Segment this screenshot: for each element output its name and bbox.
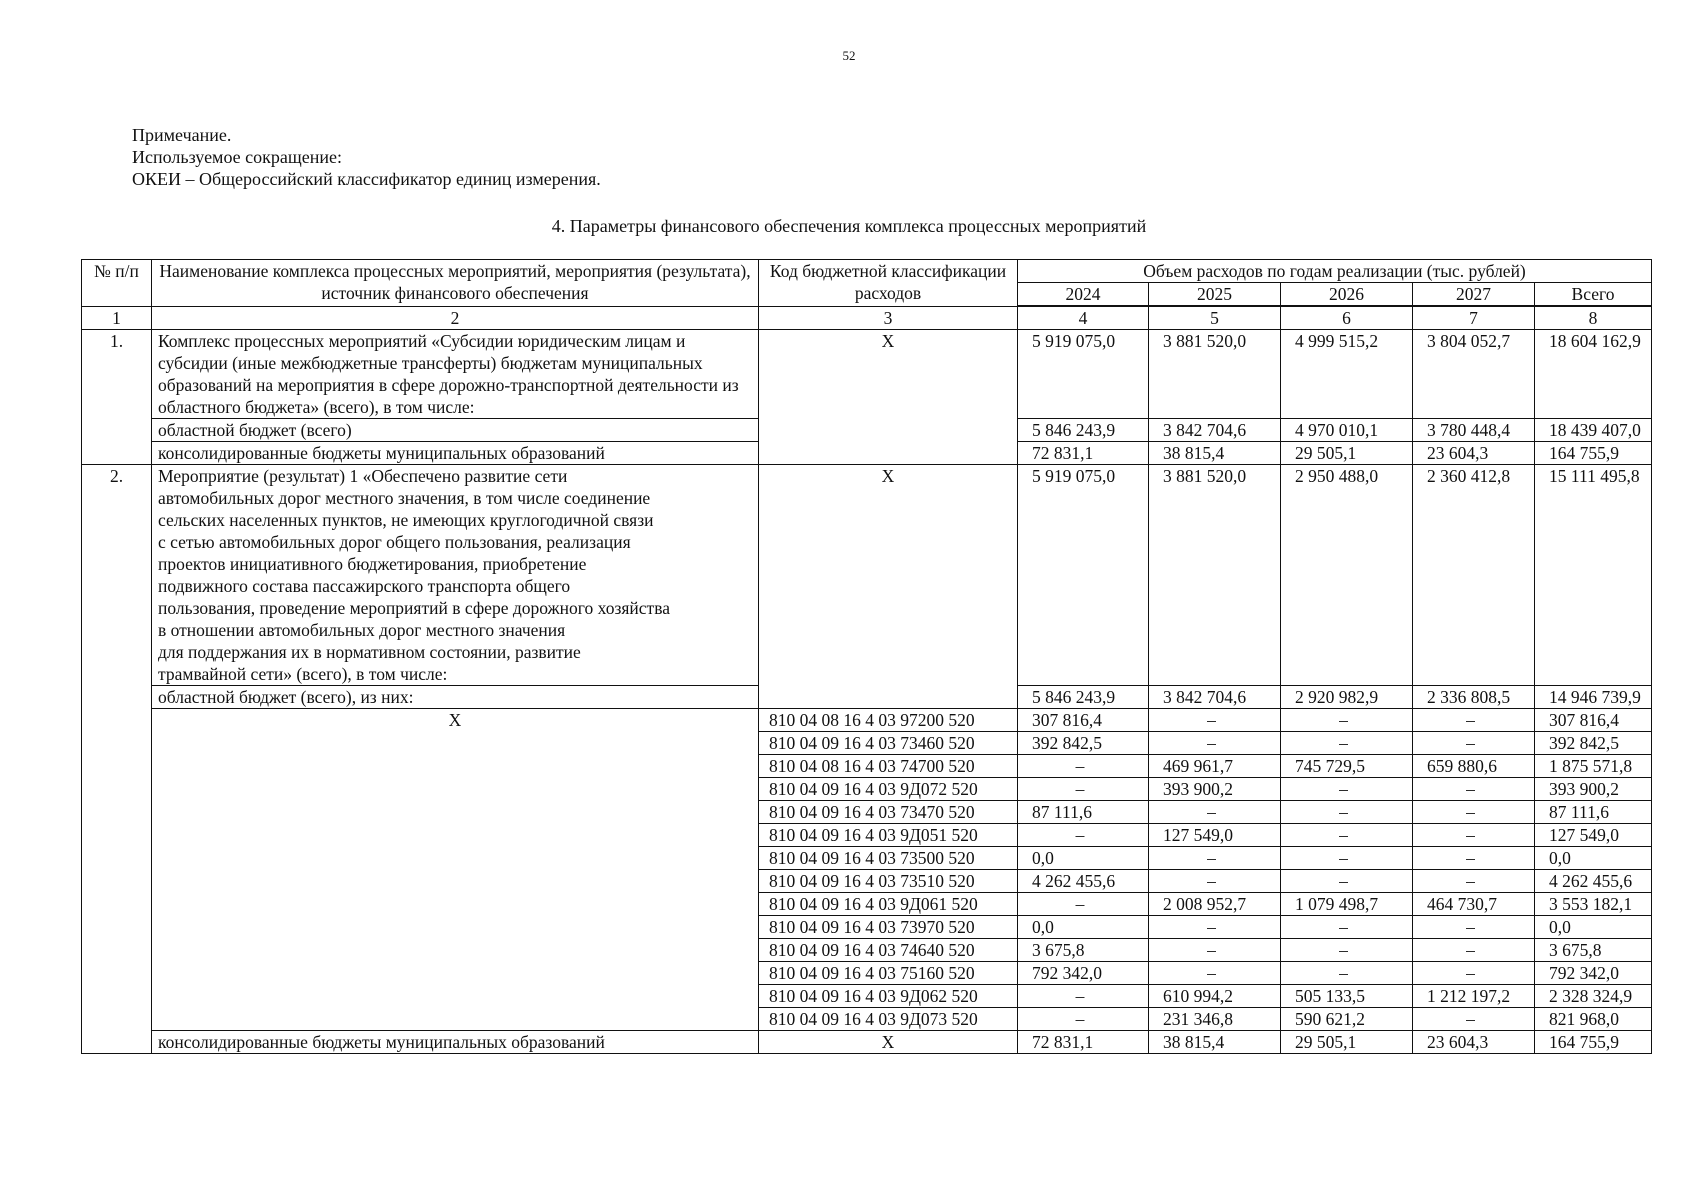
value-2024: 5 919 075,0: [1018, 330, 1149, 419]
value-2026: 745 729,5: [1281, 755, 1413, 778]
budget-code: 810 04 09 16 4 03 73460 520: [759, 732, 1018, 755]
value-2026: 2 920 982,9: [1281, 686, 1413, 709]
value-2027: 659 880,6: [1413, 755, 1535, 778]
row-name-line: проектов инициативного бюджетирования, приобретение: [158, 554, 587, 574]
value-2024: 0,0: [1018, 916, 1149, 939]
budget-code: 810 04 09 16 4 03 9Д072 520: [759, 778, 1018, 801]
row-name: консолидированные бюджеты муниципальных образований: [152, 442, 759, 465]
budget-code: 810 04 09 16 4 03 73470 520: [759, 801, 1018, 824]
value-2024: –: [1018, 824, 1149, 847]
index-cell: 3: [759, 306, 1018, 330]
row-code: X: [759, 465, 1018, 709]
value-2025: 231 346,8: [1149, 1008, 1281, 1031]
index-cell: 4: [1018, 306, 1149, 330]
value-2026: –: [1281, 732, 1413, 755]
budget-code: 810 04 09 16 4 03 9Д062 520: [759, 985, 1018, 1008]
row-code: X: [759, 330, 1018, 465]
value-2025: 127 549,0: [1149, 824, 1281, 847]
index-row: [82, 306, 1652, 330]
value-2025: –: [1149, 916, 1281, 939]
row-name-line: для поддержания их в нормативном состоянии, развитие: [158, 642, 581, 662]
row-name-line: подвижного состава пассажирского транспорта общего: [158, 576, 571, 596]
index-cell: 2: [152, 306, 759, 330]
value-2025: –: [1149, 801, 1281, 824]
note-abbrev-label: Используемое сокращение:: [132, 147, 342, 167]
budget-code: 810 04 09 16 4 03 73510 520: [759, 870, 1018, 893]
row-name-line: трамвайной сети» (всего), в том числе:: [158, 664, 448, 684]
row-number: 2.: [82, 465, 152, 1054]
row-name: Комплекс процессных мероприятий «Субсидии юридическим лицам и субсидии (иные межбюджетные трансферты) бюджетам муниципальных образований на мероприятия в сфере дорожно-транспортной деятельности из областного бюджета» (всего), в том числе:: [152, 330, 759, 419]
header-year-2024: 2024: [1018, 283, 1149, 307]
value-2024: –: [1018, 755, 1149, 778]
header-num: № п/п: [82, 260, 152, 307]
row-name-line: с сетью автомобильных дорог общего пользования, реализация: [158, 532, 631, 552]
value-2024: 3 675,8: [1018, 939, 1149, 962]
value-2024: 4 262 455,6: [1018, 870, 1149, 893]
value-2027: 23 604,3: [1413, 442, 1535, 465]
value-2027: –: [1413, 847, 1535, 870]
value-2024: 72 831,1: [1018, 442, 1149, 465]
value-total: 3 675,8: [1535, 939, 1652, 962]
value-2026: 4 970 010,1: [1281, 419, 1413, 442]
page-number: 52: [842, 48, 856, 63]
index-cell: 7: [1413, 306, 1535, 330]
budget-code: 810 04 09 16 4 03 75160 520: [759, 962, 1018, 985]
row-name-line: сельских населенных пунктов, не имеющих круглогодичной связи: [158, 510, 654, 530]
value-total: 15 111 495,8: [1535, 465, 1652, 686]
value-2024: 792 342,0: [1018, 962, 1149, 985]
value-2027: –: [1413, 778, 1535, 801]
table-row: [82, 465, 1652, 686]
value-2024: –: [1018, 893, 1149, 916]
value-2025: 38 815,4: [1149, 1031, 1281, 1054]
header-code: Код бюджетной классификации расходов: [759, 260, 1018, 307]
value-total: 821 968,0: [1535, 1008, 1652, 1031]
budget-code: 810 04 09 16 4 03 73500 520: [759, 847, 1018, 870]
value-2026: –: [1281, 778, 1413, 801]
value-2027: –: [1413, 870, 1535, 893]
value-2024: –: [1018, 1008, 1149, 1031]
value-total: 2 328 324,9: [1535, 985, 1652, 1008]
header-row-1: [82, 260, 1652, 283]
value-2025: –: [1149, 709, 1281, 732]
row-name-line: пользования, проведение мероприятий в сфере дорожного хозяйства: [158, 598, 671, 618]
codes-name-cell: X: [152, 709, 759, 1031]
value-2025: 469 961,7: [1149, 755, 1281, 778]
value-2026: –: [1281, 939, 1413, 962]
row-name-line: Мероприятие (результат) 1 «Обеспечено развитие сети: [158, 466, 568, 486]
budget-code: 810 04 09 16 4 03 74640 520: [759, 939, 1018, 962]
value-2024: 5 846 243,9: [1018, 686, 1149, 709]
header-name: Наименование комплекса процессных мероприятий, мероприятия (результата), источник финансового обеспечения: [152, 260, 759, 307]
value-2027: –: [1413, 1008, 1535, 1031]
value-2024: 0,0: [1018, 847, 1149, 870]
value-2025: –: [1149, 847, 1281, 870]
value-2024: –: [1018, 778, 1149, 801]
section-title: 4. Параметры финансового обеспечения комплекса процессных мероприятий: [551, 216, 1147, 236]
value-2027: –: [1413, 962, 1535, 985]
budget-code: 810 04 09 16 4 03 73970 520: [759, 916, 1018, 939]
header-volume: Объем расходов по годам реализации (тыс. рублей): [1018, 260, 1652, 283]
note-block: [132, 124, 601, 190]
note-abbrev-okei: ОКЕИ – Общероссийский классификатор единиц измерения.: [132, 169, 601, 189]
value-2027: –: [1413, 801, 1535, 824]
value-total: 14 946 739,9: [1535, 686, 1652, 709]
value-2027: –: [1413, 732, 1535, 755]
budget-code: 810 04 09 16 4 03 9Д051 520: [759, 824, 1018, 847]
value-2024: 392 842,5: [1018, 732, 1149, 755]
value-2025: 3 881 520,0: [1149, 330, 1281, 419]
value-total: 0,0: [1535, 916, 1652, 939]
value-2024: 87 111,6: [1018, 801, 1149, 824]
value-total: 164 755,9: [1535, 442, 1652, 465]
value-2026: 505 133,5: [1281, 985, 1413, 1008]
budget-code: 810 04 08 16 4 03 97200 520: [759, 709, 1018, 732]
index-cell: 1: [82, 306, 152, 330]
value-2025: 2 008 952,7: [1149, 893, 1281, 916]
budget-code: 810 04 08 16 4 03 74700 520: [759, 755, 1018, 778]
value-2024: 5 919 075,0: [1018, 465, 1149, 686]
value-total: 792 342,0: [1535, 962, 1652, 985]
value-2025: 3 842 704,6: [1149, 686, 1281, 709]
header-total: Всего: [1535, 283, 1652, 307]
value-2027: 2 360 412,8: [1413, 465, 1535, 686]
value-2026: 590 621,2: [1281, 1008, 1413, 1031]
value-2026: 4 999 515,2: [1281, 330, 1413, 419]
value-2027: –: [1413, 709, 1535, 732]
row-name: консолидированные бюджеты муниципальных образований: [152, 1031, 759, 1054]
value-2027: 3 804 052,7: [1413, 330, 1535, 419]
value-2026: –: [1281, 962, 1413, 985]
row-name-line: автомобильных дорог местного значения, в том числе соединение: [158, 488, 651, 508]
value-total: 164 755,9: [1535, 1031, 1652, 1054]
value-2025: –: [1149, 939, 1281, 962]
table-row: [82, 1031, 1652, 1054]
value-2025: –: [1149, 732, 1281, 755]
note-title: Примечание.: [132, 125, 232, 145]
value-2024: 5 846 243,9: [1018, 419, 1149, 442]
value-2027: 1 212 197,2: [1413, 985, 1535, 1008]
value-total: 307 816,4: [1535, 709, 1652, 732]
value-2025: 610 994,2: [1149, 985, 1281, 1008]
index-cell: 6: [1281, 306, 1413, 330]
value-2025: 393 900,2: [1149, 778, 1281, 801]
value-2024: –: [1018, 985, 1149, 1008]
value-2027: –: [1413, 916, 1535, 939]
value-2027: 464 730,7: [1413, 893, 1535, 916]
value-2025: 3 842 704,6: [1149, 419, 1281, 442]
value-2025: –: [1149, 962, 1281, 985]
value-2026: 1 079 498,7: [1281, 893, 1413, 916]
index-cell: 5: [1149, 306, 1281, 330]
value-total: 0,0: [1535, 847, 1652, 870]
header-year-2027: 2027: [1413, 283, 1535, 307]
value-2026: –: [1281, 870, 1413, 893]
value-total: 392 842,5: [1535, 732, 1652, 755]
value-2027: 23 604,3: [1413, 1031, 1535, 1054]
header-year-2026: 2026: [1281, 283, 1413, 307]
value-2026: –: [1281, 847, 1413, 870]
budget-code: 810 04 09 16 4 03 9Д061 520: [759, 893, 1018, 916]
value-2026: –: [1281, 916, 1413, 939]
value-2025: –: [1149, 870, 1281, 893]
value-total: 3 553 182,1: [1535, 893, 1652, 916]
value-total: 4 262 455,6: [1535, 870, 1652, 893]
row-name: областной бюджет (всего): [152, 419, 759, 442]
value-2025: 38 815,4: [1149, 442, 1281, 465]
value-total: 1 875 571,8: [1535, 755, 1652, 778]
value-total: 18 439 407,0: [1535, 419, 1652, 442]
index-cell: 8: [1535, 306, 1652, 330]
value-2025: 3 881 520,0: [1149, 465, 1281, 686]
row-name: областной бюджет (всего), из них:: [152, 686, 759, 709]
row-code: X: [759, 1031, 1018, 1054]
value-2026: 29 505,1: [1281, 442, 1413, 465]
value-2027: 3 780 448,4: [1413, 419, 1535, 442]
value-total: 127 549,0: [1535, 824, 1652, 847]
value-total: 393 900,2: [1535, 778, 1652, 801]
value-2026: 2 950 488,0: [1281, 465, 1413, 686]
value-2026: 29 505,1: [1281, 1031, 1413, 1054]
value-total: 18 604 162,9: [1535, 330, 1652, 419]
value-2026: –: [1281, 824, 1413, 847]
table-row: [82, 709, 1652, 732]
value-2026: –: [1281, 801, 1413, 824]
table-row: [82, 330, 1652, 419]
budget-code: 810 04 09 16 4 03 9Д073 520: [759, 1008, 1018, 1031]
header-year-2025: 2025: [1149, 283, 1281, 307]
value-2027: –: [1413, 824, 1535, 847]
row-name: [152, 465, 759, 686]
financial-table: [81, 259, 1652, 1054]
value-total: 87 111,6: [1535, 801, 1652, 824]
value-2027: –: [1413, 939, 1535, 962]
value-2026: –: [1281, 709, 1413, 732]
value-2024: 307 816,4: [1018, 709, 1149, 732]
value-2024: 72 831,1: [1018, 1031, 1149, 1054]
row-number: 1.: [82, 330, 152, 465]
row-name-line: в отношении автомобильных дорог местного значения: [158, 620, 566, 640]
value-2027: 2 336 808,5: [1413, 686, 1535, 709]
